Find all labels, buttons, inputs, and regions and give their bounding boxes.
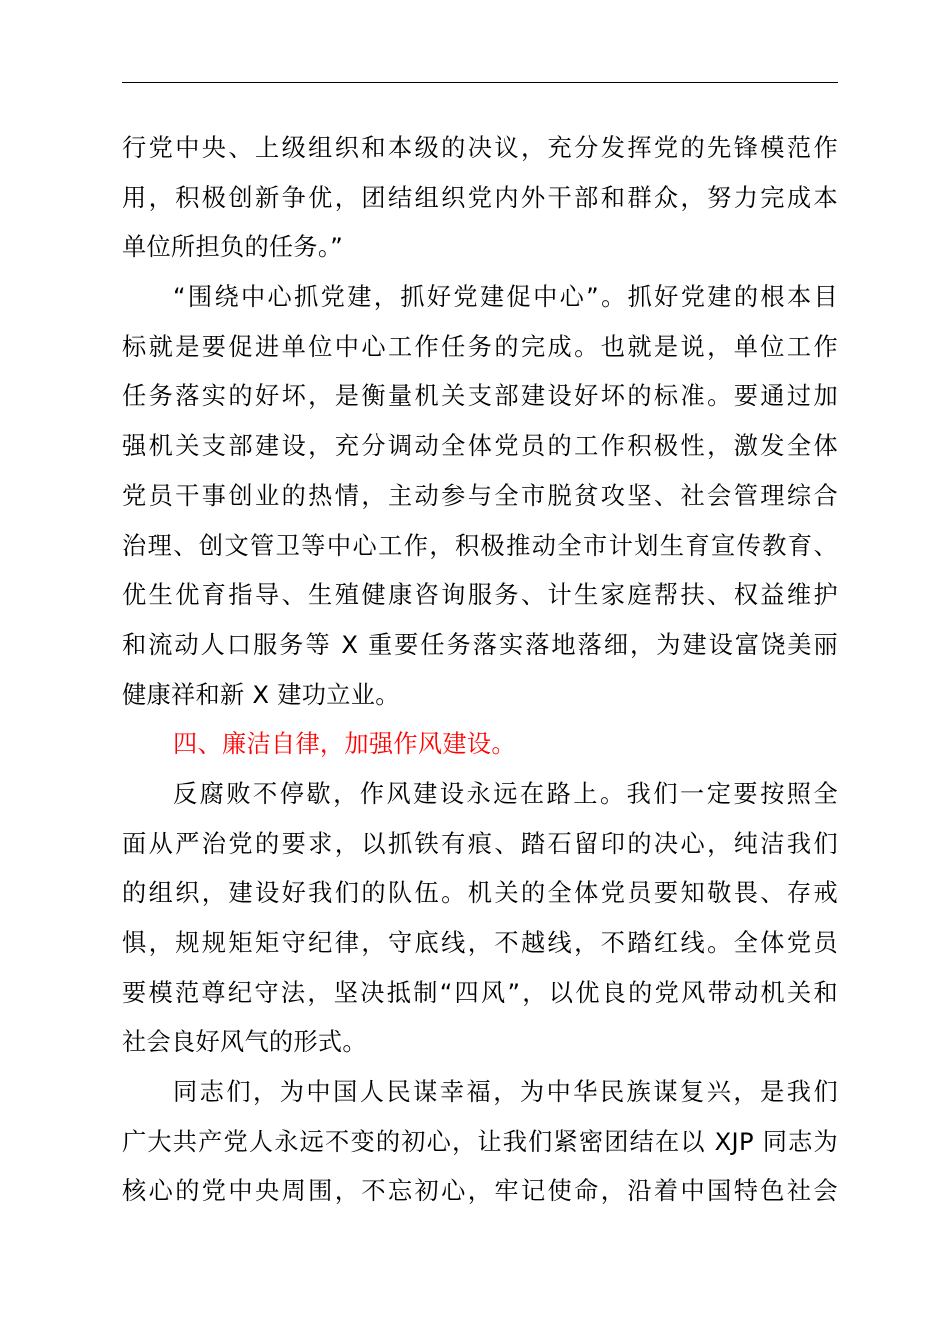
text-line: 治理、创文管卫等中心工作，积极推动全市计划生育宣传教育、 bbox=[122, 531, 838, 560]
text-line: 标就是要促进单位中心工作任务的完成。也就是说，单位工作 bbox=[122, 332, 838, 361]
text-line: 强机关支部建设，充分调动全体党员的工作积极性，激发全体 bbox=[122, 432, 838, 461]
text-line: 面从严治党的要求，以抓铁有痕、踏石留印的决心，纯洁我们 bbox=[122, 829, 838, 858]
text-line: 健康祥和新 X 建功立业。 bbox=[122, 680, 400, 709]
paragraph-first-line: 反腐败不停歇，作风建设永远在路上。我们一定要按照全 bbox=[173, 779, 838, 808]
text-line: 广大共产党人永远不变的初心，让我们紧密团结在以 XJP 同志为 bbox=[122, 1127, 838, 1156]
header-rule bbox=[122, 82, 838, 83]
paragraph-first-line: 同志们，为中国人民谋幸福，为中华民族谋复兴，是我们 bbox=[173, 1078, 838, 1107]
text-line: 任务落实的好坏，是衡量机关支部建设好坏的标准。要通过加 bbox=[122, 382, 838, 411]
text-line: 用，积极创新争优，团结组织党内外干部和群众，努力完成本 bbox=[122, 183, 838, 212]
text-line: 优生优育指导、生殖健康咨询服务、计生家庭帮扶、权益维护 bbox=[122, 581, 838, 610]
text-line: 行党中央、上级组织和本级的决议，充分发挥党的先锋模范作 bbox=[122, 134, 838, 162]
text-line: 的组织，建设好我们的队伍。机关的全体党员要知敬畏、存戒 bbox=[122, 879, 838, 908]
section-heading: 四、廉洁自律，加强作风建设。 bbox=[173, 730, 516, 759]
paragraph-first-line: “围绕中心抓党建，抓好党建促中心”。抓好党建的根本目 bbox=[173, 283, 838, 312]
text-line: 要模范尊纪守法，坚决抵制“四风”，以优良的党风带动机关和 bbox=[122, 978, 838, 1007]
document-body bbox=[122, 124, 838, 1217]
text-line: 惧，规规矩矩守纪律，守底线，不越线，不踏红线。全体党员 bbox=[122, 929, 838, 957]
text-line: 单位所担负的任务。” bbox=[122, 233, 344, 262]
text-line: 和流动人口服务等 X 重要任务落实落地落细，为建设富饶美丽 bbox=[122, 630, 838, 659]
text-line: 核心的党中央周围，不忘初心，牢记使命，沿着中国特色社会 bbox=[122, 1177, 838, 1206]
text-line: 党员干事创业的热情，主动参与全市脱贫攻坚、社会管理综合 bbox=[122, 481, 838, 510]
text-line: 社会良好风气的形式。 bbox=[122, 1028, 367, 1057]
